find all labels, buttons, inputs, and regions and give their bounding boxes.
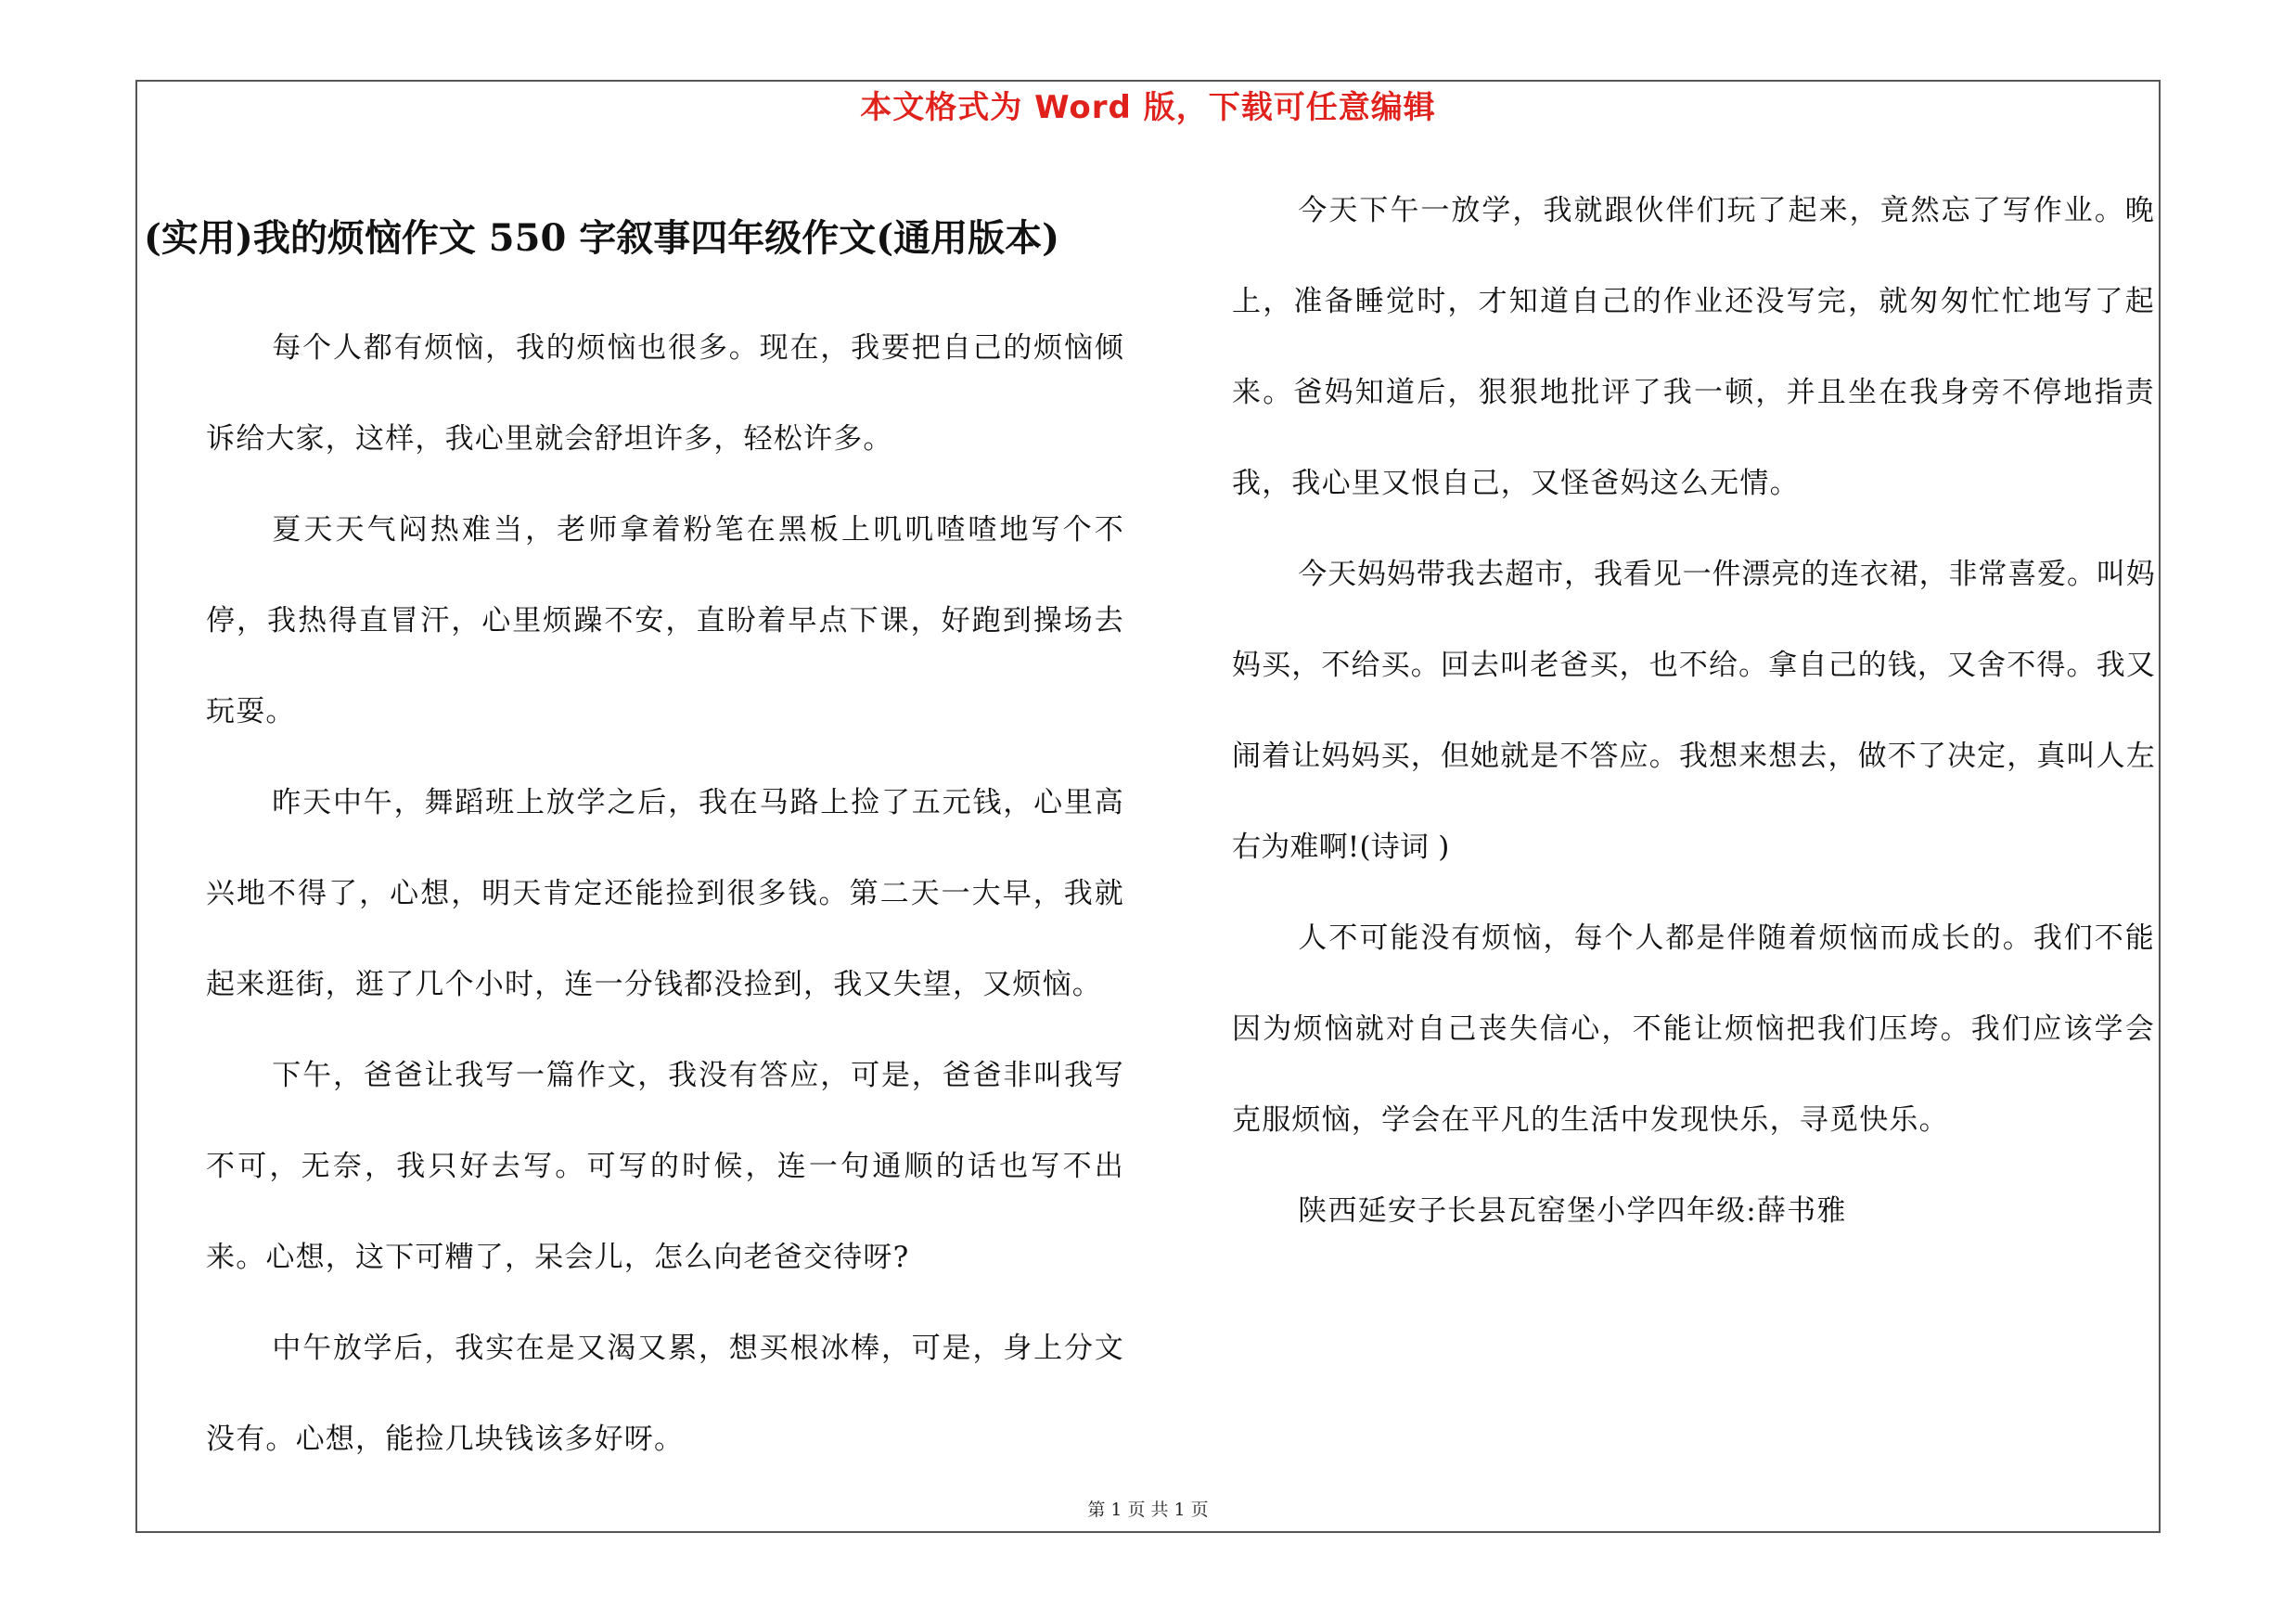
- paragraph: 今天妈妈带我去超市，我看见一件漂亮的连衣裙，非常喜爱。叫妈妈买，不给买。回去叫老爸买，也不给。拿自己的钱，又舍不得。我又闹着让妈妈买，但她就是不答应。我想来想去，做不了决定，真叫人左右为难啊!(诗词 ): [1232, 558, 2155, 864]
- page-number-footer: 第 1 页 共 1 页: [1087, 1500, 1209, 1520]
- document-title: (实用)我的烦恼作文 550 字叙事四年级作文(通用版本): [144, 216, 1060, 260]
- paragraph: 中午放学后，我实在是又渴又累，想买根冰棒，可是，身上分文没有。心想，能捡几块钱该多好呀。: [206, 1332, 1124, 1456]
- paragraph: 每个人都有烦恼，我的烦恼也很多。现在，我要把自己的烦恼倾诉给大家，这样，我心里就会舒坦许多，轻松许多。: [206, 331, 1124, 456]
- paragraph: 夏天天气闷热难当，老师拿着粉笔在黑板上叽叽喳喳地写个不停，我热得直冒汗，心里烦躁不安，直盼着早点下课，好跑到操场去玩耍。: [206, 513, 1124, 728]
- paragraph: 人不可能没有烦恼，每个人都是伴随着烦恼而成长的。我们不能因为烦恼就对自己丧失信心，不能让烦恼把我们压垮。我们应该学会克服烦恼，学会在平凡的生活中发现快乐，寻觅快乐。: [1232, 921, 2155, 1137]
- paragraph: 昨天中午，舞蹈班上放学之后，我在马路上捡了五元钱，心里高兴地不得了，心想，明天肯定还能捡到很多钱。第二天一大早，我就起来逛街，逛了几个小时，连一分钱都没捡到，我又失望，又烦恼。: [206, 786, 1124, 1001]
- author-signature: 陕西延安子长县瓦窑堡小学四年级:薛书雅: [1298, 1194, 1847, 1228]
- left-column: [206, 303, 1124, 1485]
- format-banner: 本文格式为 Word 版，下载可任意编辑: [860, 89, 1436, 126]
- paragraph: 今天下午一放学，我就跟伙伴们玩了起来，竟然忘了写作业。晚上，准备睡觉时，才知道自己的作业还没写完，就匆匆忙忙地写了起来。爸妈知道后，狠狠地批评了我一顿，并且坐在我身旁不停地指责我，我心里又恨自己，又怪爸妈这么无情。: [1232, 194, 2155, 500]
- paragraph: 下午，爸爸让我写一篇作文，我没有答应，可是，爸爸非叫我写不可，无奈，我只好去写。可写的时候，连一句通顺的话也写不出来。心想，这下可糟了，呆会儿，怎么向老爸交待呀?: [206, 1059, 1124, 1274]
- right-column: [1232, 165, 2155, 1256]
